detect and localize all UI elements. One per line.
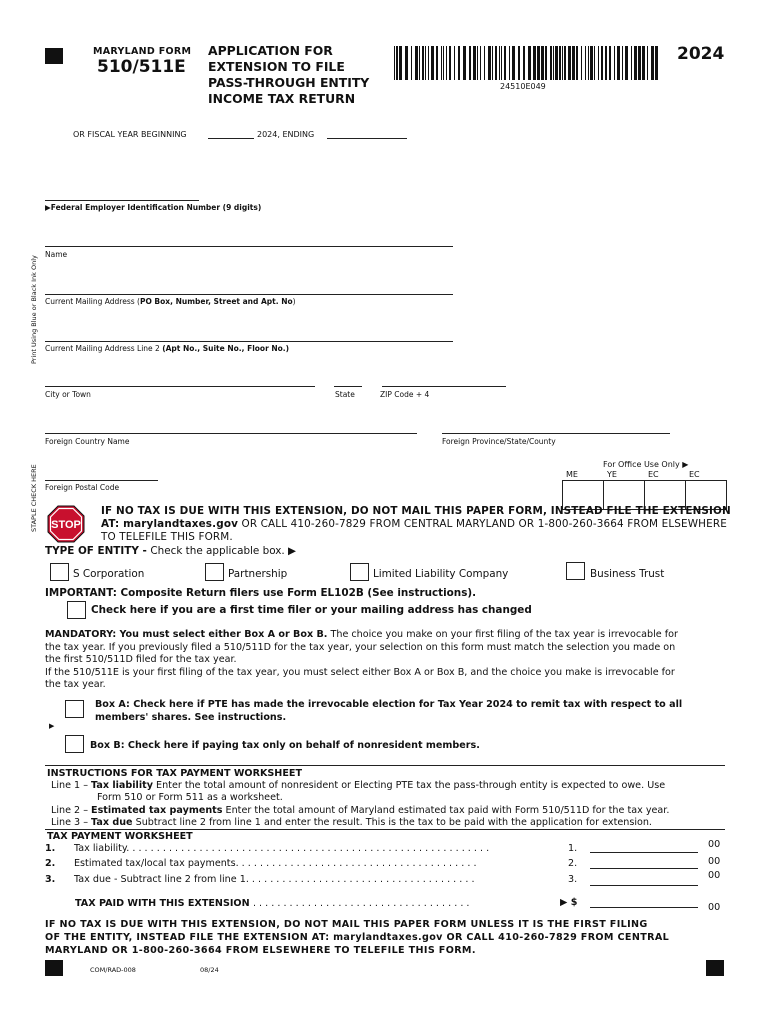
- entity-type-label: TYPE OF ENTITY - Check the applicable box. ▶: [45, 545, 296, 557]
- province-label: Foreign Province/State/County: [442, 437, 556, 446]
- state-label: State: [335, 390, 355, 399]
- box-b-label: Box B: Check here if paying tax only on behalf of nonresident members.: [90, 740, 480, 751]
- worksheet-row: 2. Estimated tax/local tax payments. . . . . . . . . . . . . . . . . . . . . . . . . . . . . . . . . . . . . . . . 2. 00: [45, 856, 721, 869]
- worksheet-divider: [45, 829, 725, 830]
- tax-year: 2024: [677, 44, 725, 64]
- llc-checkbox[interactable]: [350, 563, 369, 581]
- fiscal-year-prefix: OR FISCAL YEAR BEGINNING: [73, 130, 187, 139]
- postal-field[interactable]: [45, 470, 158, 481]
- business-trust-checkbox[interactable]: [566, 562, 585, 580]
- worksheet-row: 1. Tax liability. . . . . . . . . . . . . . . . . . . . . . . . . . . . . . . . . . . . . . . . . . . . . . . . . . . . . . . . . . . . 1. 00: [45, 839, 721, 854]
- footer-notice: IF NO TAX IS DUE WITH THIS EXTENSION, DO NOT MAIL THIS PAPER FORM UNLESS IT IS THE FIRST FILING OF THE ENTITY, INSTEAD FILE THE EXTENSION AT: marylandtaxes.gov OR CALL 410-260-7829 FROM CENTRAL MARYLAND OR 1-800-260-3664 FROM ELSEWHERE TO TELEFILE THIS FORM.: [45, 919, 670, 956]
- barcode-text: 24510E049: [500, 82, 546, 91]
- form-number: 510/511E: [97, 57, 186, 77]
- s-corporation-label: S Corporation: [73, 568, 145, 580]
- zip-field[interactable]: [382, 376, 506, 387]
- fiscal-year-middle: 2024, ENDING: [257, 130, 315, 139]
- form-title: APPLICATION FOR EXTENSION TO FILE PASS-THROUGH ENTITY INCOME TAX RETURN: [208, 43, 370, 106]
- worksheet-title: TAX PAYMENT WORKSHEET: [47, 831, 193, 842]
- instructions-body: Line 1 – Tax liability Enter the total amount of nonresident or Electing PTE tax the pass-through entity is expected to owe. Use Form 510 or Form 511 as a worksheet. Line 2 – Estimated tax payments Enter the total amount of Maryland estimated tax paid with Form 510/511D for the tax year. Line 3 – Tax due Subtract line 2 from line 1 and enter the result. This is the tax to be paid with the application for extension.: [51, 780, 670, 828]
- s-corporation-checkbox[interactable]: [50, 563, 69, 581]
- business-trust-label: Business Trust: [590, 568, 665, 580]
- name-field[interactable]: [45, 236, 453, 247]
- form-code: COM/RAD-008: [90, 966, 136, 974]
- fiscal-end-field[interactable]: [327, 130, 407, 139]
- form-label: MARYLAND FORM: [93, 46, 192, 57]
- fein-label: ▶Federal Employer Identification Number (9 digits): [45, 203, 262, 212]
- box-a-arrow-icon: ▶: [49, 722, 55, 730]
- instructions-divider: [45, 765, 725, 766]
- fiscal-begin-field[interactable]: [208, 130, 254, 139]
- postal-label: Foreign Postal Code: [45, 483, 120, 492]
- worksheet-rows: [45, 839, 725, 893]
- registration-mark-top: [45, 48, 63, 64]
- line3-amount-field[interactable]: [590, 884, 698, 886]
- province-field[interactable]: [442, 423, 670, 434]
- registration-mark-bottom-left: [45, 960, 63, 976]
- stop-sign-icon: [47, 505, 85, 543]
- name-label: Name: [45, 250, 68, 259]
- tax-paid-label: TAX PAID WITH THIS EXTENSION . . . . . . . . . . . . . . . . . . . . . . . . . . . . . . . . . . . .: [75, 898, 470, 909]
- tax-paid-amount-field[interactable]: [590, 897, 698, 908]
- address-field[interactable]: [45, 284, 453, 295]
- address-label: Current Mailing Address (PO Box, Number, Street and Apt. No): [45, 297, 296, 306]
- box-a-label: Box A: Check here if PTE has made the irrevocable election for Tax Year 2024 to remit tax with respect to all members' shares. See instructions.: [95, 699, 683, 723]
- llc-label: Limited Liability Company: [373, 568, 509, 580]
- tax-paid-symbol: ▶ $: [560, 897, 578, 908]
- zip-label: ZIP Code + 4: [380, 390, 430, 399]
- city-label: City or Town: [45, 390, 91, 399]
- partnership-label: Partnership: [228, 568, 288, 580]
- partnership-checkbox[interactable]: [205, 563, 224, 581]
- tax-paid-cents: 00: [708, 902, 721, 913]
- box-b-checkbox[interactable]: [65, 735, 84, 753]
- instructions-title: INSTRUCTIONS FOR TAX PAYMENT WORKSHEET: [47, 768, 302, 779]
- stop-notice-line1: IF NO TAX IS DUE WITH THIS EXTENSION, DO NOT MAIL THIS PAPER FORM, INSTEAD FILE THE EXTENSION: [101, 505, 731, 517]
- first-time-filer-checkbox[interactable]: [67, 601, 86, 619]
- svg-text:STOP: STOP: [51, 519, 81, 531]
- worksheet-row: 3. Tax due - Subtract line 2 from line 1. . . . . . . . . . . . . . . . . . . . . . . . . . . . . . . . . . . . . . 3. 00: [45, 870, 721, 885]
- stop-notice-line2: AT: marylandtaxes.gov OR CALL 410-260-7829 FROM CENTRAL MARYLAND OR 1-800-260-3664 FROM ELSEWHERE: [101, 518, 727, 530]
- mandatory-text: MANDATORY: You must select either Box A or Box B. The choice you make on your first filing of the tax year is irrevocable for the tax year. If you previously filed a 510/511D for the tax year, your selection on this form must match the selection you made on the first 510/511D filed for the tax year. If the 510/511E is your first filing of the tax year, you must select either Box A or Box B, and the choice you make is irrevocable for the tax year.: [45, 629, 678, 690]
- fein-field[interactable]: [45, 190, 199, 201]
- barcode: [392, 46, 662, 80]
- state-field[interactable]: [334, 376, 362, 387]
- staple-instruction: STAPLE CHECK HERE: [30, 464, 38, 532]
- form-date: 08/24: [200, 966, 219, 974]
- line2-amount-field[interactable]: [590, 867, 698, 869]
- important-note: IMPORTANT: Composite Return filers use Form EL102B (See instructions).: [45, 587, 477, 599]
- country-label: Foreign Country Name: [45, 437, 130, 446]
- registration-mark-bottom-right: [706, 960, 724, 976]
- country-field[interactable]: [45, 423, 417, 434]
- address2-label: Current Mailing Address Line 2 (Apt No., Suite No., Floor No.): [45, 344, 290, 353]
- ink-instruction: Print Using Blue or Black Ink Only: [30, 255, 38, 364]
- stop-notice-line3: TO TELEFILE THIS FORM.: [101, 531, 233, 543]
- address2-field[interactable]: [45, 331, 453, 342]
- city-field[interactable]: [45, 376, 315, 387]
- line1-amount-field[interactable]: [590, 851, 698, 853]
- office-use-title: For Office Use Only ▶: [603, 460, 689, 469]
- box-a-checkbox[interactable]: [65, 700, 84, 718]
- first-time-filer-label: Check here if you are a first time filer or your mailing address has changed: [91, 604, 532, 616]
